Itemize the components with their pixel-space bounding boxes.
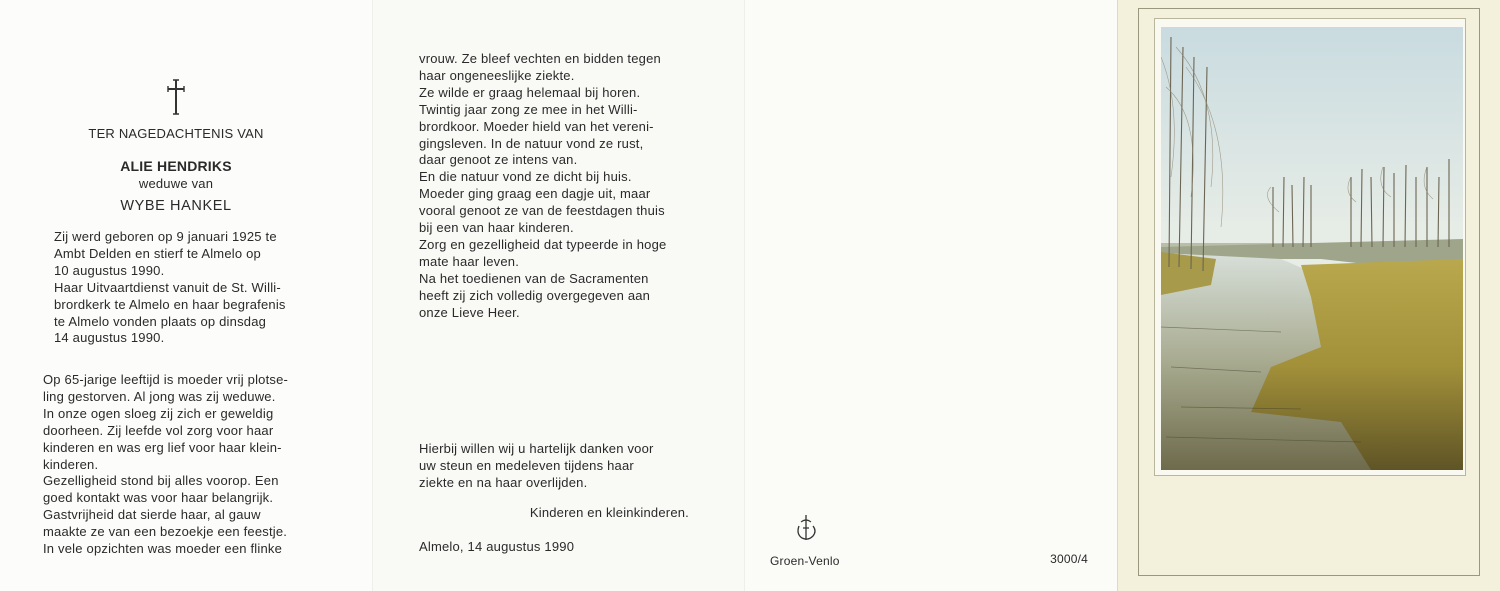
card-code: 3000/4	[1050, 552, 1088, 566]
thanks-paragraph	[419, 441, 693, 492]
story-line: goed kontakt was voor haar belangrijk.	[43, 490, 274, 506]
cross-icon	[165, 78, 187, 116]
relation-text: weduwe van	[138, 176, 214, 191]
bio-line: 10 augustus 1990.	[54, 262, 165, 278]
thanks-line: ziekte en na haar overlijden.	[419, 474, 588, 490]
story-line: kinderen en was erg lief voor haar klein-	[43, 439, 282, 455]
story-line: vooral genoot ze van de feestdagen thuis	[419, 203, 665, 219]
in-memory-heading: TER NAGEDACHTENIS VAN	[88, 126, 264, 141]
story-line: doorheen. Zij leefde vol zorg voor haar	[43, 422, 274, 438]
landscape-photo	[1161, 27, 1463, 470]
place-date: Almelo, 14 augustus 1990	[419, 539, 575, 554]
story-line: onze Lieve Heer.	[419, 304, 520, 320]
story-line: kinderen.	[43, 456, 99, 472]
story-line: Twintig jaar zong ze mee in het Willi-	[419, 101, 638, 117]
thanks-line: uw steun en medeleven tijdens haar	[419, 457, 634, 473]
story-line: maakte ze van een bezoekje een feestje.	[43, 524, 288, 540]
story-continued	[419, 51, 693, 322]
bio-paragraph	[54, 229, 316, 347]
bio-line: 14 augustus 1990.	[54, 330, 165, 346]
bio-line: te Almelo vonden plaats op dinsdag	[54, 313, 267, 329]
story-line: En die natuur vond ze dicht bij huis.	[419, 169, 632, 185]
story-line: Na het toedienen van de Sacramenten	[419, 270, 649, 286]
story-line: haar ongeneeslijke ziekte.	[419, 67, 575, 83]
story-line: In vele opzichten was moeder een flinke	[43, 541, 283, 557]
story-line: Op 65-jarige leeftijd is moeder vrij plotse-	[43, 372, 289, 387]
bio-line: brordkerk te Almelo en haar begrafenis	[54, 296, 286, 312]
story-line: mate haar leven.	[419, 253, 520, 269]
story-line: vrouw. Ze bleef vechten en bidden tegen	[419, 51, 661, 66]
bio-line: Ambt Delden en stierf te Almelo op	[54, 245, 261, 261]
publisher-logo-icon	[793, 512, 819, 544]
story-paragraph	[43, 372, 323, 558]
story-line: Gezelligheid stond bij alles voorop. Een	[43, 473, 279, 489]
publisher-name: Groen-Venlo	[770, 554, 840, 568]
bio-line: Zij werd geboren op 9 januari 1925 te	[54, 229, 277, 244]
memorial-card-panel-2	[372, 0, 745, 591]
bio-line: Haar Uitvaartdienst vanuit de St. Willi-	[54, 279, 281, 295]
thanks-line: Hierbij willen wij u hartelijk danken voor	[419, 441, 654, 456]
family-signature: Kinderen en kleinkinderen.	[529, 505, 689, 520]
story-line: gingsleven. In de natuur vond ze rust,	[419, 135, 644, 151]
story-line: In onze ogen sloeg zij zich er geweldig	[43, 405, 274, 421]
story-line: heeft zij zich volledig overgegeven aan	[419, 287, 651, 303]
memorial-card-panel-3	[744, 0, 1118, 591]
spouse-name: WYBE HANKEL	[120, 198, 232, 214]
cover-panel	[1117, 0, 1500, 591]
memorial-card-panel-1	[0, 0, 372, 591]
story-line: brordkoor. Moeder hield van het vereni-	[419, 118, 654, 134]
story-line: Moeder ging graag een dagje uit, maar	[419, 186, 651, 202]
story-line: ling gestorven. Al jong was zij weduwe.	[43, 388, 276, 404]
deceased-name: ALIE HENDRIKS	[120, 158, 232, 174]
story-line: bij een van haar kinderen.	[419, 220, 574, 236]
story-line: Zorg en gezelligheid dat typeerde in hoge	[419, 236, 667, 252]
story-line: Ze wilde er graag helemaal bij horen.	[419, 84, 641, 100]
story-line: daar genoot ze intens van.	[419, 152, 578, 168]
story-line: Gastvrijheid dat sierde haar, al gauw	[43, 507, 261, 523]
